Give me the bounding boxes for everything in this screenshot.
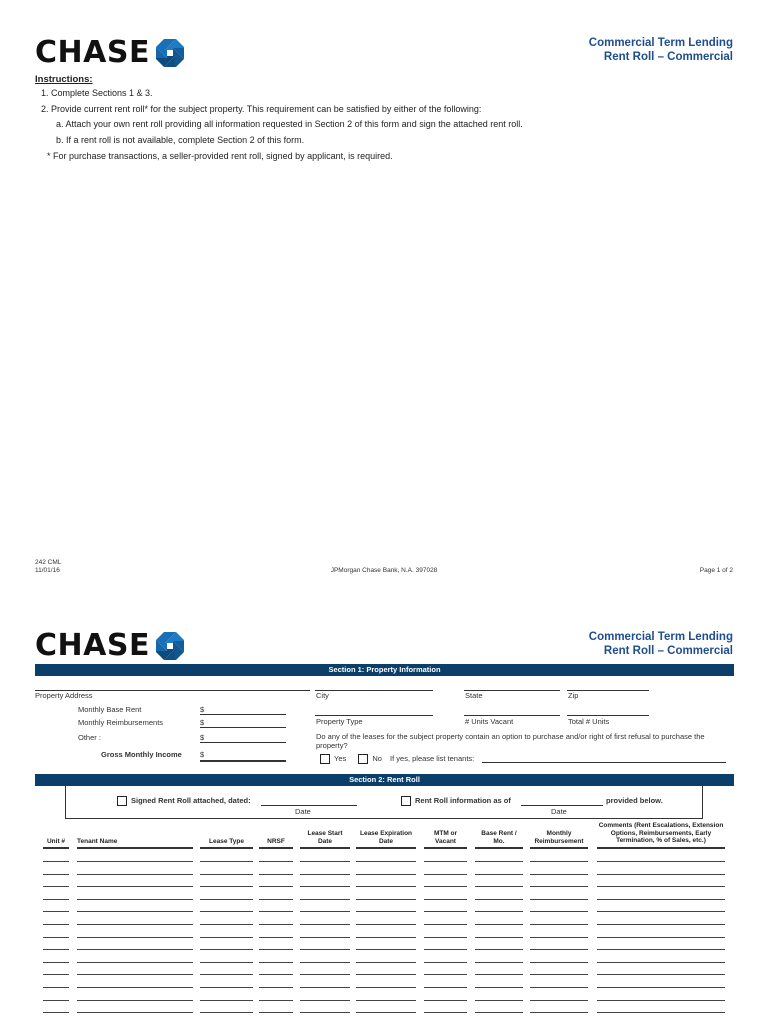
yes-checkbox[interactable] [320,754,330,764]
page2-header-title [589,631,733,658]
other-income-field[interactable] [200,742,286,743]
cell-lease-start[interactable] [300,924,350,925]
col-header-underline-nrsf [259,847,293,849]
rent-roll-info-checkbox[interactable] [401,796,411,806]
cell-lease-start[interactable] [300,974,350,975]
cell-comments[interactable] [597,861,725,862]
cell-lease-type[interactable] [200,949,253,950]
cell-lease-start[interactable] [300,962,350,963]
cell-base-rent[interactable] [475,937,523,938]
cell-nrsf[interactable] [259,911,293,912]
cell-mtm-vacant[interactable] [424,874,467,875]
cell-lease-expiration[interactable] [356,1012,416,1013]
col-header-monthly-reimbursement: Monthly Reimbursement [534,830,584,845]
col-header-unit: Unit # [46,838,66,845]
monthly-reimbursements-field[interactable] [200,727,286,728]
no-checkbox[interactable] [358,754,368,764]
chase-wordmark: CHASE [35,35,150,70]
cell-monthly-reimbursement[interactable] [530,861,588,862]
chase-wordmark: CHASE [35,628,150,663]
cell-mtm-vacant[interactable] [424,861,467,862]
cell-base-rent[interactable] [475,974,523,975]
other-income-label: Other : [78,733,101,742]
cell-lease-expiration[interactable] [356,886,416,887]
col-header-underline-monthly-reimbursement [530,847,588,849]
col-header-underline-mtm-vacant [424,847,467,849]
cell-unit[interactable] [43,924,69,925]
tenants-list-field[interactable] [482,762,726,763]
cell-mtm-vacant[interactable] [424,1000,467,1001]
page1-header-title [589,37,733,64]
cell-tenant-name[interactable] [77,874,193,875]
cell-nrsf[interactable] [259,987,293,988]
cell-lease-start[interactable] [300,937,350,938]
col-header-underline-lease-type [200,847,253,849]
col-header-nrsf: NRSF [267,838,285,845]
signed-rent-roll-label: Signed Rent Roll attached, dated: [131,796,251,805]
cell-unit[interactable] [43,886,69,887]
currency-symbol: $ [200,718,205,727]
cell-lease-expiration[interactable] [356,962,416,963]
cell-nrsf[interactable] [259,861,293,862]
no-label: No [372,754,382,763]
signed-rent-roll-option [117,796,251,806]
cell-unit[interactable] [43,911,69,912]
cell-lease-type[interactable] [200,899,253,900]
cell-mtm-vacant[interactable] [424,899,467,900]
col-header-lease-start: Lease Start Date [307,830,343,845]
cell-unit[interactable] [43,974,69,975]
cell-monthly-reimbursement[interactable] [530,899,588,900]
cell-nrsf[interactable] [259,974,293,975]
chase-logo-page2 [35,628,184,663]
chase-octagon-icon [156,632,184,660]
cell-monthly-reimbursement[interactable] [530,987,588,988]
cell-nrsf[interactable] [259,1012,293,1013]
instruction-item: b. If a rent roll is not available, complete Section 2 of this form. [56,135,305,146]
rent-roll-info-option [401,796,511,806]
cell-mtm-vacant[interactable] [424,949,467,950]
cell-comments[interactable] [597,949,725,950]
cell-unit[interactable] [43,962,69,963]
cell-lease-type[interactable] [200,962,253,963]
currency-symbol: $ [200,733,205,742]
section1-header: Section 1: Property Information [35,664,734,676]
form-date: 11/01/16 [35,567,60,574]
col-header-underline-unit [43,847,69,849]
col-header-mtm-vacant: MTM or Vacant [433,830,458,845]
cell-comments[interactable] [597,962,725,963]
cell-nrsf[interactable] [259,949,293,950]
cell-mtm-vacant[interactable] [424,937,467,938]
cell-lease-start[interactable] [300,1000,350,1001]
city-field[interactable] [315,690,433,691]
cell-comments[interactable] [597,899,725,900]
cell-lease-expiration[interactable] [356,949,416,950]
cell-monthly-reimbursement[interactable] [530,886,588,887]
cell-comments[interactable] [597,911,725,912]
date-caption: Date [295,807,311,816]
if-yes-label: If yes, please list tenants: [390,754,475,763]
cell-base-rent[interactable] [475,1000,523,1001]
cell-unit[interactable] [43,987,69,988]
cell-mtm-vacant[interactable] [424,924,467,925]
col-header-underline-lease-start [300,847,350,849]
cell-base-rent[interactable] [475,949,523,950]
cell-lease-start[interactable] [300,886,350,887]
cell-monthly-reimbursement[interactable] [530,924,588,925]
cell-lease-start[interactable] [300,1012,350,1013]
cell-mtm-vacant[interactable] [424,987,467,988]
cell-lease-type[interactable] [200,974,253,975]
cell-lease-start[interactable] [300,911,350,912]
cell-nrsf[interactable] [259,924,293,925]
currency-symbol: $ [200,750,205,759]
zip-field[interactable] [567,690,649,691]
instruction-item: 1. Complete Sections 1 & 3. [41,88,153,98]
cell-lease-expiration[interactable] [356,937,416,938]
cell-base-rent[interactable] [475,987,523,988]
cell-tenant-name[interactable] [77,1012,193,1013]
cell-lease-expiration[interactable] [356,911,416,912]
cell-tenant-name[interactable] [77,949,193,950]
cell-tenant-name[interactable] [77,987,193,988]
col-header-underline-lease-expiration [356,847,416,849]
cell-lease-expiration[interactable] [356,924,416,925]
cell-nrsf[interactable] [259,899,293,900]
cell-unit[interactable] [43,1000,69,1001]
cell-nrsf[interactable] [259,937,293,938]
cell-lease-type[interactable] [200,924,253,925]
instruction-item: a. Attach your own rent roll providing all information requested in Section 2 of this form and sign the attached rent roll. [56,119,523,130]
option-answer-row [320,754,474,764]
header-line-1: Commercial Term Lending [588,631,733,643]
cell-monthly-reimbursement[interactable] [530,974,588,975]
header-line-2: Rent Roll – Commercial [603,50,733,63]
cell-comments[interactable] [597,987,725,988]
cell-mtm-vacant[interactable] [424,1012,467,1013]
col-header-lease-expiration: Lease Expiration Date [359,830,413,845]
cell-tenant-name[interactable] [77,886,193,887]
col-header-underline-base-rent [475,847,523,849]
cell-lease-type[interactable] [200,886,253,887]
units-vacant-field[interactable] [464,715,560,716]
cell-base-rent[interactable] [475,924,523,925]
cell-base-rent[interactable] [475,911,523,912]
instruction-item: 2. Provide current rent roll* for the subject property. This requirement can be satisfied by either of the following: [41,103,482,114]
cell-lease-start[interactable] [300,874,350,875]
cell-tenant-name[interactable] [77,1000,193,1001]
cell-base-rent[interactable] [475,1012,523,1013]
total-units-label: Total # Units [568,717,610,726]
provided-below-label: provided below. [606,796,663,805]
instruction-note: * For purchase transactions, a seller-provided rent roll, signed by applicant, is required. [47,150,393,161]
gross-monthly-income-field[interactable] [200,760,286,762]
cell-tenant-name[interactable] [77,937,193,938]
section2-header: Section 2: Rent Roll [35,774,734,786]
yes-label: Yes [334,754,347,763]
chase-octagon-icon [156,39,184,67]
cell-comments[interactable] [597,1000,725,1001]
monthly-base-rent-label: Monthly Base Rent [78,705,142,714]
signed-date-field[interactable] [261,805,357,806]
cell-unit[interactable] [43,861,69,862]
cell-base-rent[interactable] [475,886,523,887]
cell-mtm-vacant[interactable] [424,911,467,912]
cell-unit[interactable] [43,899,69,900]
cell-unit[interactable] [43,874,69,875]
cell-comments[interactable] [597,886,725,887]
city-label: City [316,691,329,700]
cell-lease-type[interactable] [200,911,253,912]
total-units-field[interactable] [567,715,649,716]
option-question: Do any of the leases for the subject property contain an option to purchase and/or right of first refusal to purchase the property? [316,732,705,750]
cell-monthly-reimbursement[interactable] [530,1000,588,1001]
cell-tenant-name[interactable] [77,899,193,900]
cell-lease-type[interactable] [200,861,253,862]
cell-monthly-reimbursement[interactable] [530,911,588,912]
header-line-2: Rent Roll – Commercial [603,644,733,657]
cell-lease-type[interactable] [200,987,253,988]
cell-lease-type[interactable] [200,1000,253,1001]
info-date-field[interactable] [521,805,603,806]
cell-unit[interactable] [43,937,69,938]
cell-lease-start[interactable] [300,899,350,900]
cell-base-rent[interactable] [475,874,523,875]
currency-symbol: $ [200,705,205,714]
cell-comments[interactable] [597,1012,725,1013]
cell-comments[interactable] [597,974,725,975]
page-number: Page 1 of 2 [699,567,733,574]
cell-lease-type[interactable] [200,937,253,938]
zip-label: Zip [568,691,579,700]
cell-nrsf[interactable] [259,1000,293,1001]
cell-nrsf[interactable] [259,886,293,887]
col-header-comments: Comments (Rent Escalations, Extension Options, Reimbursements, Early Termination, % of Sales, etc.) [598,822,724,844]
cell-base-rent[interactable] [475,861,523,862]
instructions-title: Instructions: [35,74,93,85]
col-header-tenant-name: Tenant Name [77,838,118,845]
cell-nrsf[interactable] [259,962,293,963]
cell-tenant-name[interactable] [77,974,193,975]
cell-monthly-reimbursement[interactable] [530,1012,588,1013]
cell-lease-type[interactable] [200,1012,253,1013]
instructions-list [41,86,523,165]
date-caption: Date [551,807,567,816]
cell-lease-expiration[interactable] [356,899,416,900]
state-label: State [465,691,483,700]
cell-lease-expiration[interactable] [356,1000,416,1001]
signed-rent-roll-checkbox[interactable] [117,796,127,806]
cell-lease-expiration[interactable] [356,861,416,862]
cell-lease-start[interactable] [300,949,350,950]
cell-tenant-name[interactable] [77,861,193,862]
cell-monthly-reimbursement[interactable] [530,874,588,875]
cell-mtm-vacant[interactable] [424,886,467,887]
monthly-base-rent-field[interactable] [200,714,286,715]
cell-unit[interactable] [43,1012,69,1013]
units-vacant-label: # Units Vacant [465,717,514,726]
cell-tenant-name[interactable] [77,911,193,912]
cell-lease-start[interactable] [300,987,350,988]
col-header-lease-type: Lease Type [209,838,244,845]
col-header-base-rent: Base Rent / Mo. [481,830,517,845]
cell-comments[interactable] [597,924,725,925]
gross-monthly-income-label: Gross Monthly Income [101,750,182,759]
property-type-field[interactable] [315,715,433,716]
cell-tenant-name[interactable] [77,924,193,925]
cell-comments[interactable] [597,937,725,938]
cell-mtm-vacant[interactable] [424,974,467,975]
cell-lease-expiration[interactable] [356,974,416,975]
cell-base-rent[interactable] [475,899,523,900]
cell-lease-start[interactable] [300,861,350,862]
cell-unit[interactable] [43,949,69,950]
form-number: 242 CML [35,559,62,566]
cell-monthly-reimbursement[interactable] [530,962,588,963]
cell-lease-expiration[interactable] [356,987,416,988]
cell-comments[interactable] [597,874,725,875]
cell-lease-type[interactable] [200,874,253,875]
header-line-1: Commercial Term Lending [588,37,733,49]
property-type-label: Property Type [316,717,363,726]
cell-tenant-name[interactable] [77,962,193,963]
footer-bank: JPMorgan Chase Bank, N.A. 397028 [330,567,438,574]
cell-mtm-vacant[interactable] [424,962,467,963]
cell-base-rent[interactable] [475,962,523,963]
chase-logo [35,35,184,70]
cell-monthly-reimbursement[interactable] [530,937,588,938]
cell-lease-expiration[interactable] [356,874,416,875]
cell-monthly-reimbursement[interactable] [530,949,588,950]
monthly-reimbursements-label: Monthly Reimbursements [78,718,164,727]
rent-roll-info-label: Rent Roll information as of [415,796,511,805]
col-header-underline-tenant-name [77,847,193,849]
property-address-label: Property Address [35,691,93,700]
cell-nrsf[interactable] [259,874,293,875]
col-header-underline-comments [597,847,725,849]
